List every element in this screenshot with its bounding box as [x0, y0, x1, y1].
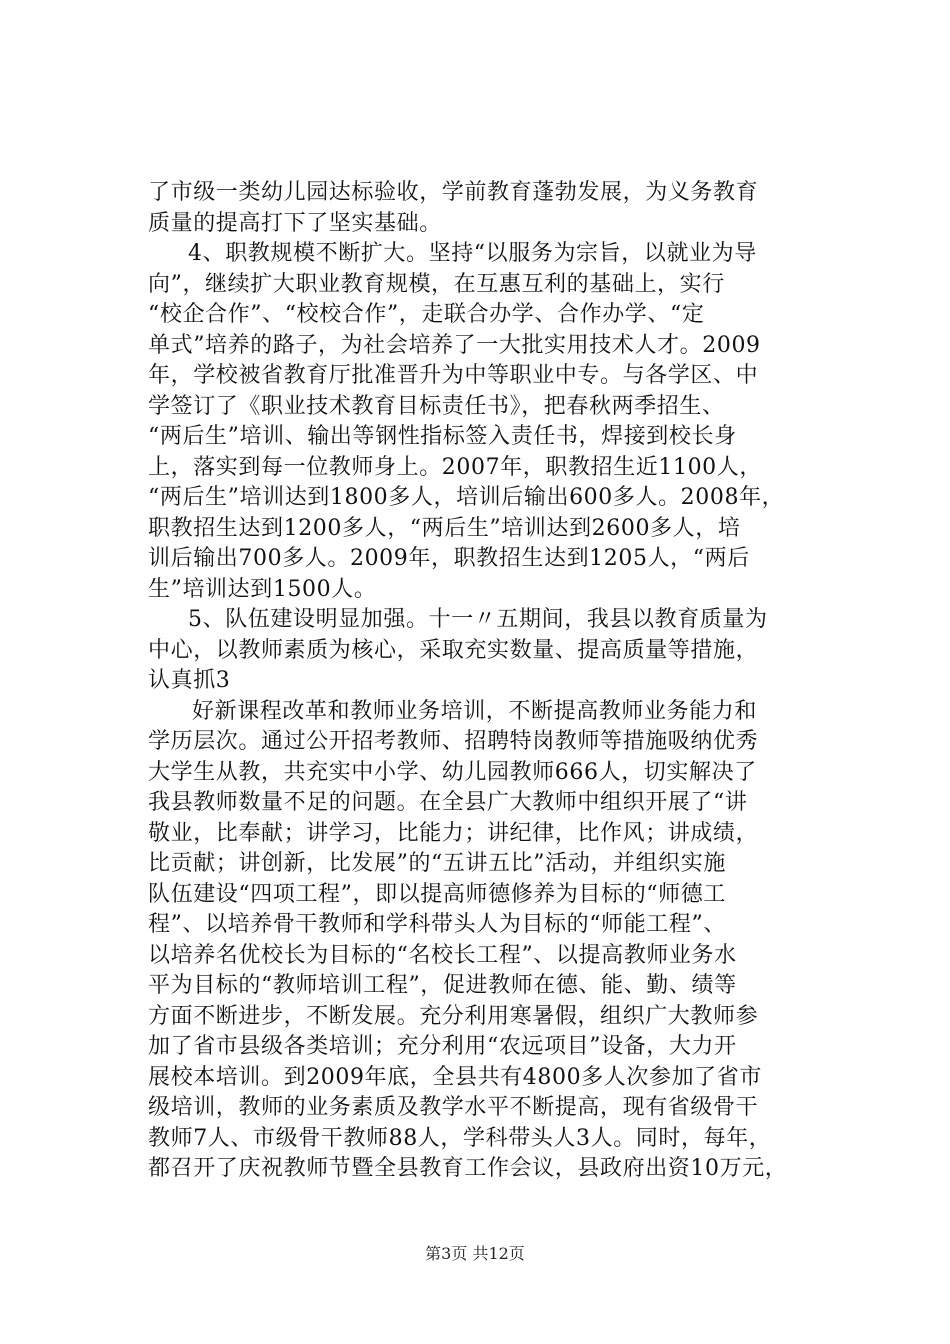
text-line: 平为目标的“教师培训工程”，促进教师在德、能、勤、绩等 [148, 973, 737, 998]
text-line: 加了省市县级各类培训；充分利用“农远项目”设备，大力开 [148, 1034, 737, 1059]
text-line: 级培训，教师的业务素质及教学水平不断提高，现有省级骨干 [148, 1095, 759, 1120]
text-line: 单式”培养的路子，为社会培养了一大批实用技术人才。2009 [148, 332, 761, 358]
text-line: 方面不断进步，不断发展。充分利用寒暑假，组织广大教师参 [148, 1003, 759, 1029]
text-line: 4、职教规模不断扩大。坚持“以服务为宗旨，以就业为导 [188, 241, 757, 266]
text-line: 敬业，比奉献；讲学习，比能力；讲纪律，比作风；讲成绩， [148, 820, 759, 846]
text-line: 生”培训达到1500人。 [148, 576, 377, 602]
text-line: 我县教师数量不足的问题。在全县广大教师中组织开展了“讲 [148, 790, 748, 815]
text-line: 职教招生达到1200多人，“两后生”培训达到2600多人，培 [148, 515, 741, 541]
text-line: 队伍建设“四项工程”，即以提高师德修养为目标的“师德工 [148, 881, 726, 907]
text-line: 向”，继续扩大职业教育规模，在互惠互利的基础上，实行 [148, 271, 725, 297]
text-line: 5、队伍建设明显加强。十一〃五期间，我县以教育质量为 [188, 607, 768, 632]
page-number-footer: 第3页 共12页 [425, 1244, 525, 1263]
text-line: 训后输出700多人。2009年，职教招生达到1205人，“两后 [148, 546, 750, 571]
text-line: 年，学校被省教育厅批准晋升为中等职业中专。与各学区、中 [148, 363, 759, 388]
text-line: 好新课程改革和教师业务培训，不断提高教师业务能力和 [192, 698, 758, 724]
text-line: 认真抓3 [148, 668, 231, 693]
text-line: 中心，以教师素质为核心，采取充实数量、提高质量等措施， [148, 637, 759, 663]
text-line: 比贡献；讲创新，比发展”的“五讲五比”活动，并组织实施 [148, 851, 726, 876]
text-line: 大学生从教，共充实中小学、幼儿园教师666人，切实解决了 [148, 759, 757, 785]
text-line: 教师7人、市级骨干教师88人，学科带头人3人。同时，每年， [148, 1125, 772, 1151]
text-line: “两后生”培训达到1800多人，培训后输出600多人。2008年， [148, 485, 785, 510]
text-line: 都召开了庆祝教师节暨全县教育工作会议，县政府出资10万元， [148, 1156, 788, 1181]
text-line: 了市级一类幼儿园达标验收，学前教育蓬勃发展，为义务教育 [148, 180, 759, 205]
text-line: 学历层次。通过公开招考教师、招聘特岗教师等措施吸纳优秀 [148, 729, 759, 754]
text-line: 学签订了《职业技术教育目标责任书》，把春秋两季招生、 [148, 393, 725, 419]
text-line: 以培养名优校长为目标的“名校长工程”、以提高教师业务水 [148, 942, 737, 968]
document-body [148, 178, 838, 1185]
text-line: 程”、以培养骨干教师和学科带头人为目标的“师能工程”、 [148, 912, 726, 937]
text-line: 上，落实到每一位教师身上。2007年，职教招生近1100人， [148, 454, 762, 480]
text-line: “两后生”培训、输出等钢性指标签入责任书，焊接到校长身 [148, 424, 737, 449]
text-line: 展校本培训。到2009年底，全县共有4800多人次参加了省市 [148, 1064, 762, 1090]
text-line: “校企合作”、“校校合作”，走联合办学、合作办学、“定 [148, 302, 705, 327]
text-line: 质量的提高打下了坚实基础。 [148, 210, 442, 236]
